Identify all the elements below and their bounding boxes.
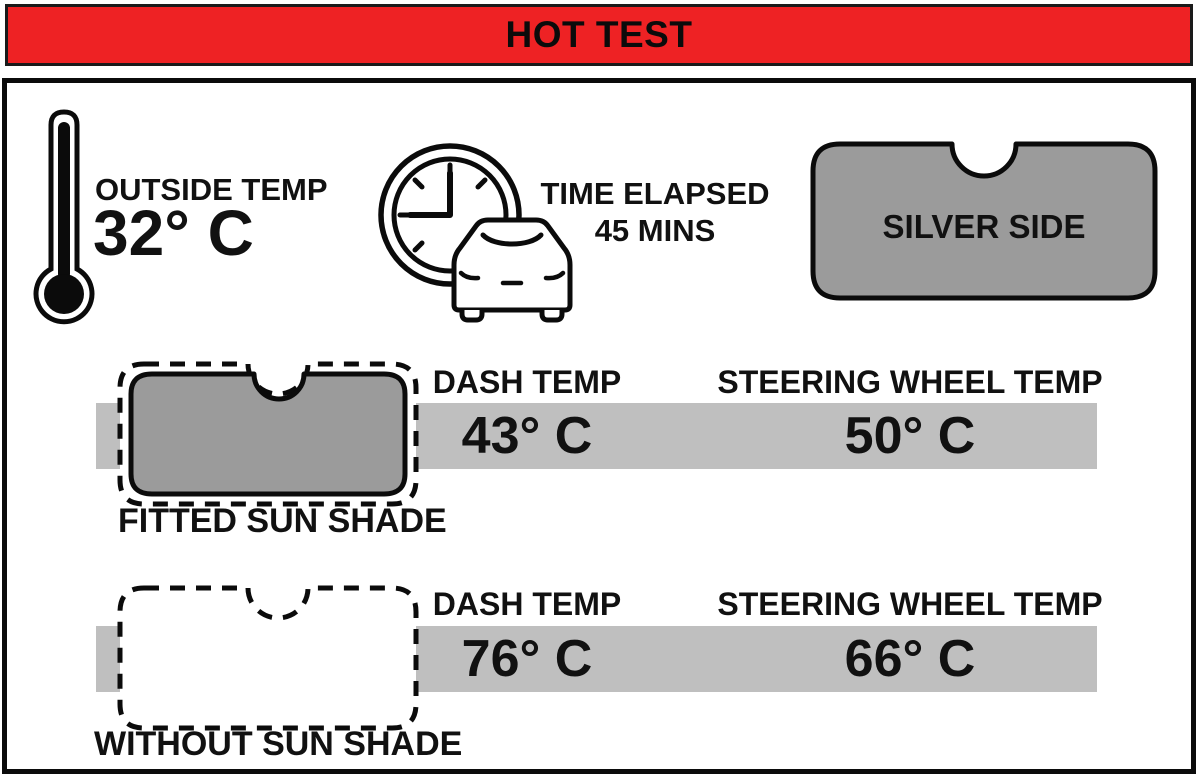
steering-temp-value-fitted: 50° C [844, 407, 976, 465]
time-elapsed-label: TIME ELAPSED [540, 176, 770, 211]
header-banner [5, 4, 1193, 66]
steering-temp-label-fitted: STEERING WHEEL TEMP [717, 364, 1103, 400]
removed-sunshade-graphic [116, 584, 420, 732]
fitted-sunshade-graphic [116, 360, 420, 508]
steering-temp-label-without: STEERING WHEEL TEMP [717, 586, 1103, 622]
outside-temp-label: OUTSIDE TEMP [95, 172, 328, 207]
dash-temp-value-fitted: 43° C [461, 407, 593, 465]
fitted-shade-caption: FITTED SUN SHADE [118, 502, 447, 540]
steering-temp-value-without: 66° C [844, 630, 976, 688]
dash-temp-label-fitted: DASH TEMP [432, 364, 622, 400]
time-elapsed-value: 45 MINS [594, 213, 716, 248]
dash-temp-value-without: 76° C [461, 630, 593, 688]
silver-side-label: SILVER SIDE [882, 208, 1086, 245]
without-shade-caption: WITHOUT SUN SHADE [94, 725, 463, 763]
page-title: HOT TEST [505, 14, 693, 55]
outside-temp-value: 32° C [93, 197, 254, 269]
dash-temp-label-without: DASH TEMP [432, 586, 622, 622]
thermometer-icon [28, 108, 100, 326]
